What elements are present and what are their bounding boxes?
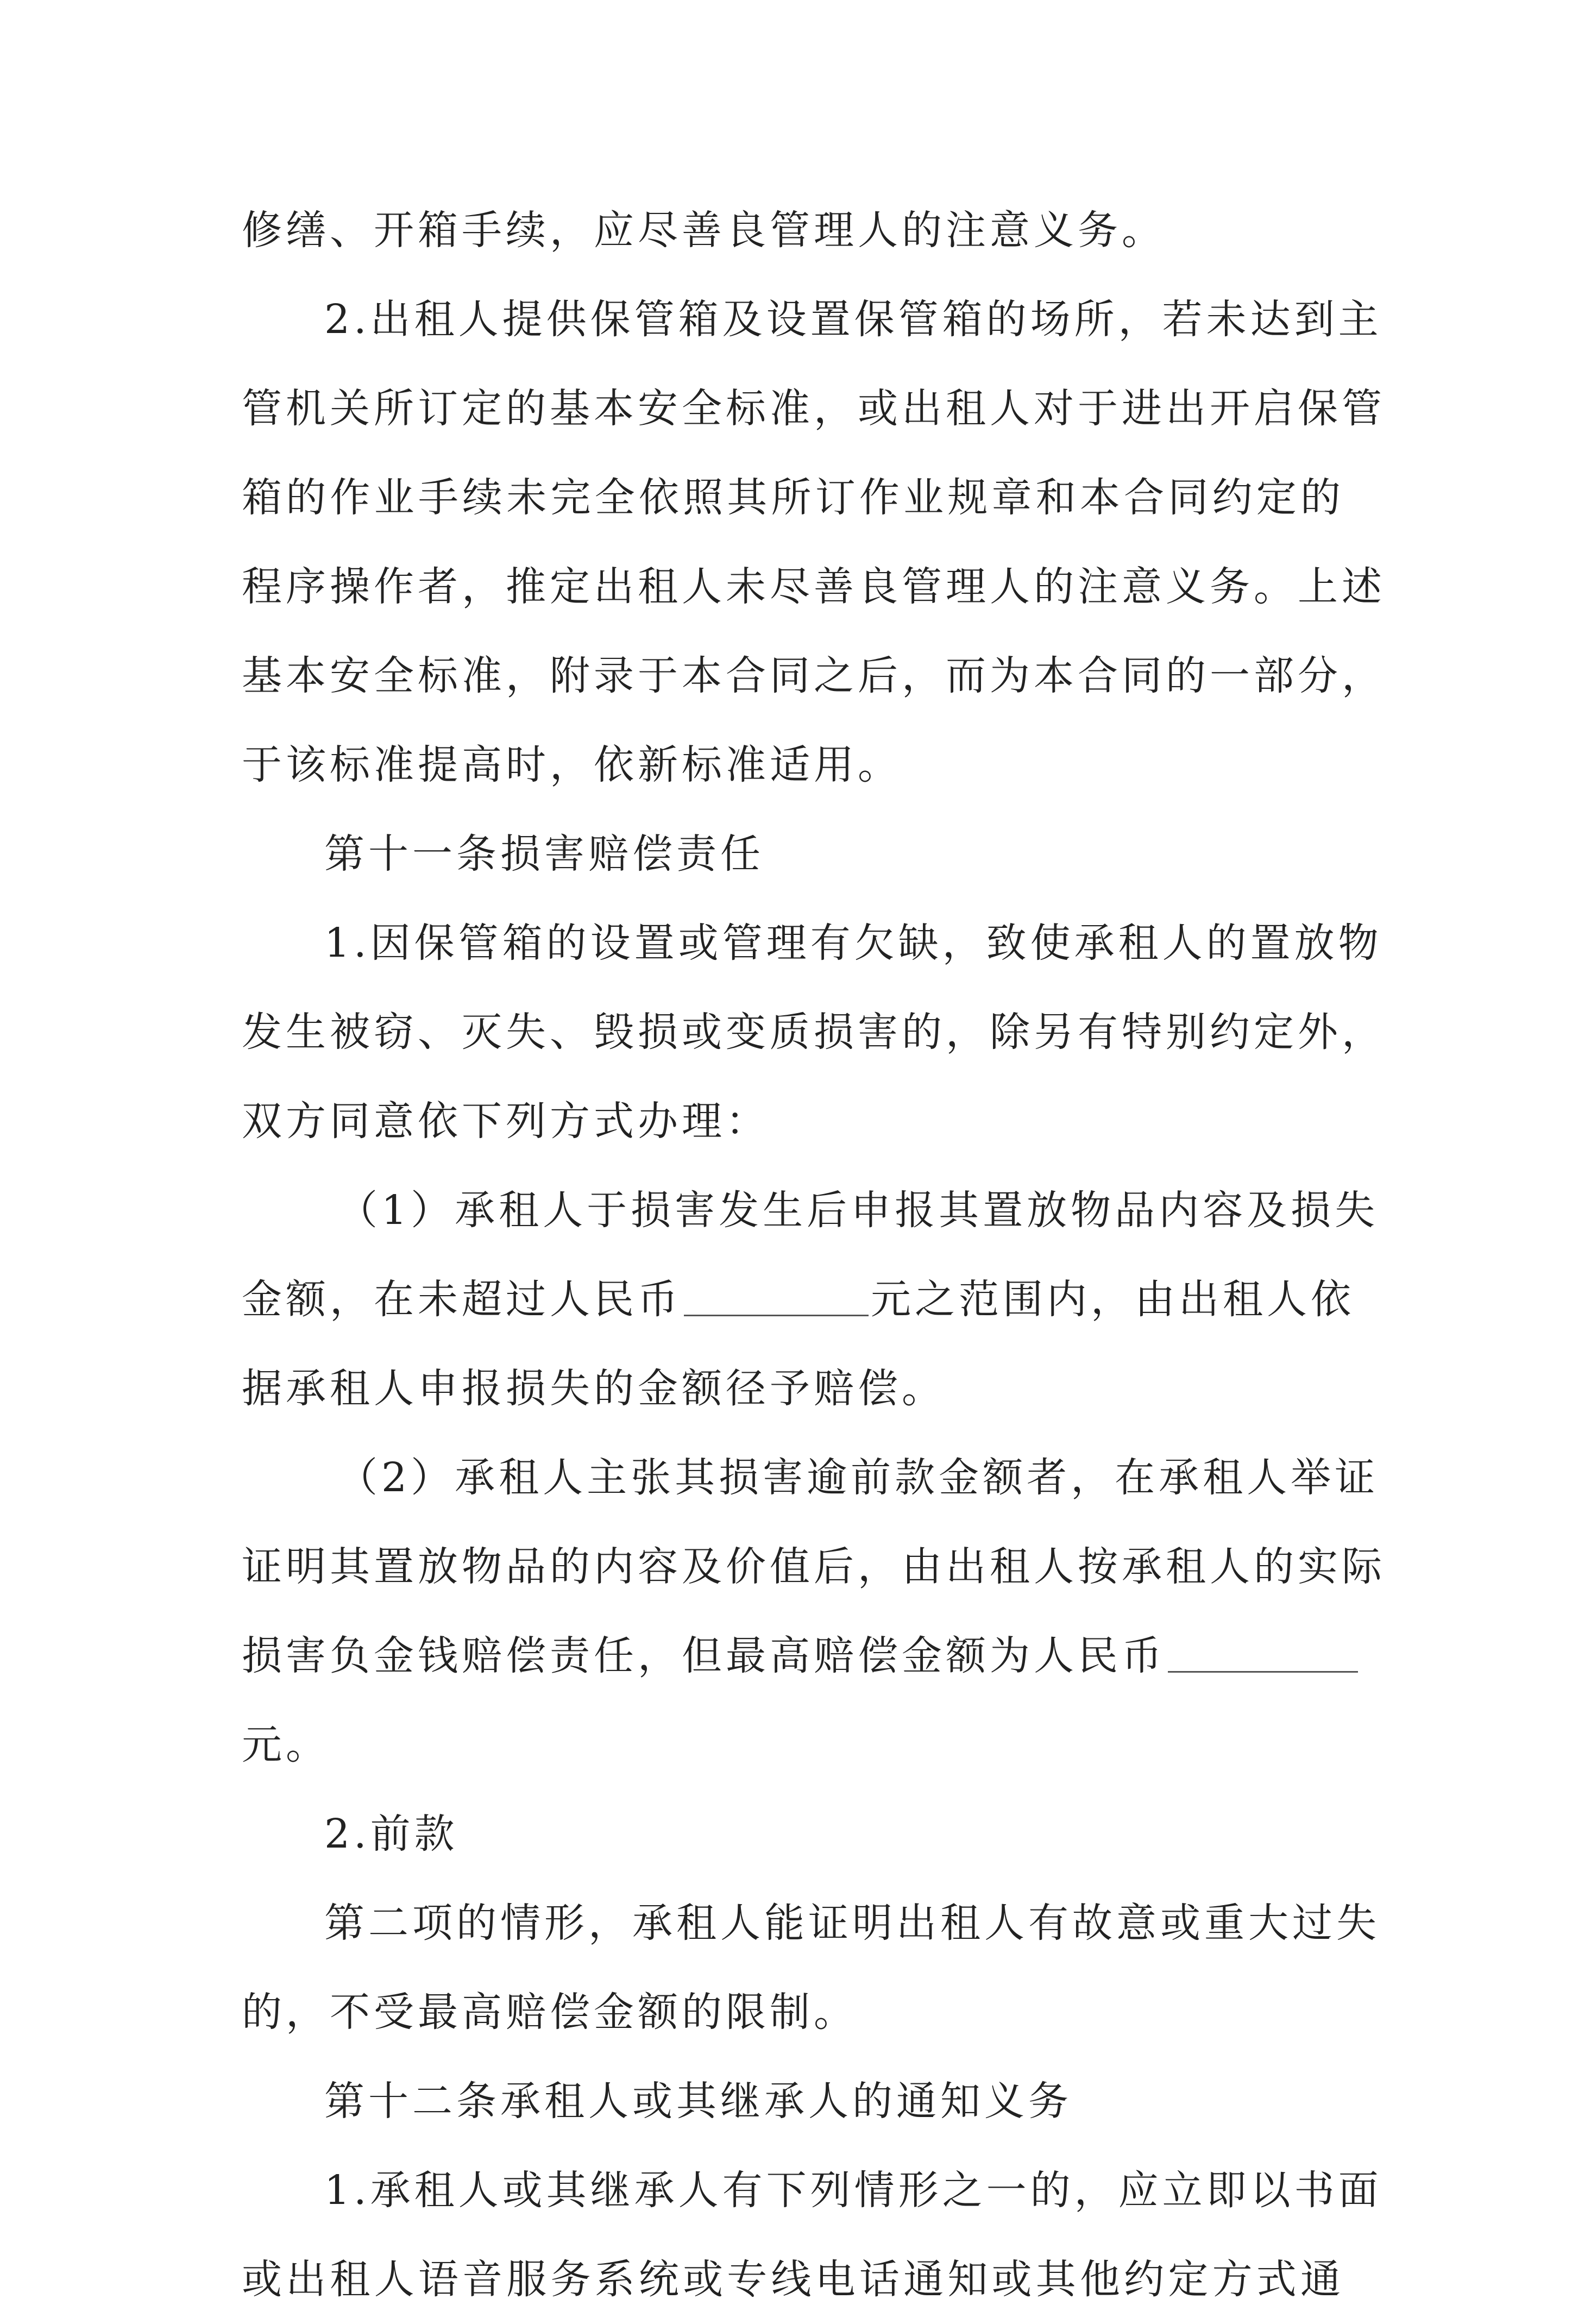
text-line: 元。 — [242, 1722, 330, 1768]
text-segment: 金额，在未超过人民币 — [242, 1276, 682, 1323]
text-line-with-blank — [242, 1611, 1344, 1700]
document-body — [242, 186, 1386, 2324]
text-line: 1.因保管箱的设置或管理有欠缺，致使承租人的置放物 — [324, 920, 1382, 966]
text-line: 修缮、开箱手续，应尽善良管理人的注意义务。 — [242, 207, 1166, 254]
text-line: 或出租人语音服务系统或专线电话通知或其他约定方式通 — [242, 2256, 1344, 2303]
text-line: 基本安全标准，附录于本合同之后，而为本合同的一部分， — [242, 652, 1386, 699]
text-line: 证明其置放物品的内容及价值后，由出租人按承租人的实际 — [242, 1543, 1386, 1590]
text-line: 发生被窃、灭失、毁损或变质损害的，除另有特别约定外， — [242, 1009, 1386, 1056]
text-line: 据承租人申报损失的金额径予赔偿。 — [242, 1365, 946, 1412]
text-line: 双方同意依下列方式办理： — [242, 1098, 770, 1145]
text-line: 第二项的情形，承租人能证明出租人有故意或重大过失 — [324, 1900, 1380, 1946]
fill-in-blank — [1168, 1633, 1358, 1673]
text-line: 的，不受最高赔偿金额的限制。 — [242, 1989, 858, 2036]
text-line: 于该标准提高时，依新标准适用。 — [242, 742, 902, 788]
text-line: （1）承租人于损害发生后申报其置放物品内容及损失 — [337, 1187, 1379, 1234]
text-line: 1.承租人或其继承人有下列情形之一的，应立即以书面 — [324, 2167, 1382, 2214]
text-line: 箱的作业手续未完全依照其所订作业规章和本合同约定的 — [242, 474, 1344, 521]
fill-in-blank — [684, 1277, 869, 1316]
text-line: 2.出租人提供保管箱及设置保管箱的场所，若未达到主 — [324, 296, 1382, 343]
text-segment: 损害负金钱赔偿责任，但最高赔偿金额为人民币 — [242, 1632, 1166, 1679]
section-heading: 第十一条损害赔偿责任 — [324, 831, 764, 877]
text-line: （2）承租人主张其损害逾前款金额者，在承租人举证 — [337, 1454, 1379, 1501]
text-line: 程序操作者，推定出租人未尽善良管理人的注意义务。上述 — [242, 563, 1386, 610]
text-segment: 元之范围内，由出租人依 — [871, 1276, 1355, 1323]
text-line: 2.前款 — [324, 1811, 458, 1857]
text-line-with-blank — [242, 1255, 1355, 1344]
section-heading: 第十二条承租人或其继承人的通知义务 — [324, 2078, 1072, 2125]
text-line: 管机关所订定的基本安全标准，或出租人对于进出开启保管 — [242, 385, 1386, 432]
